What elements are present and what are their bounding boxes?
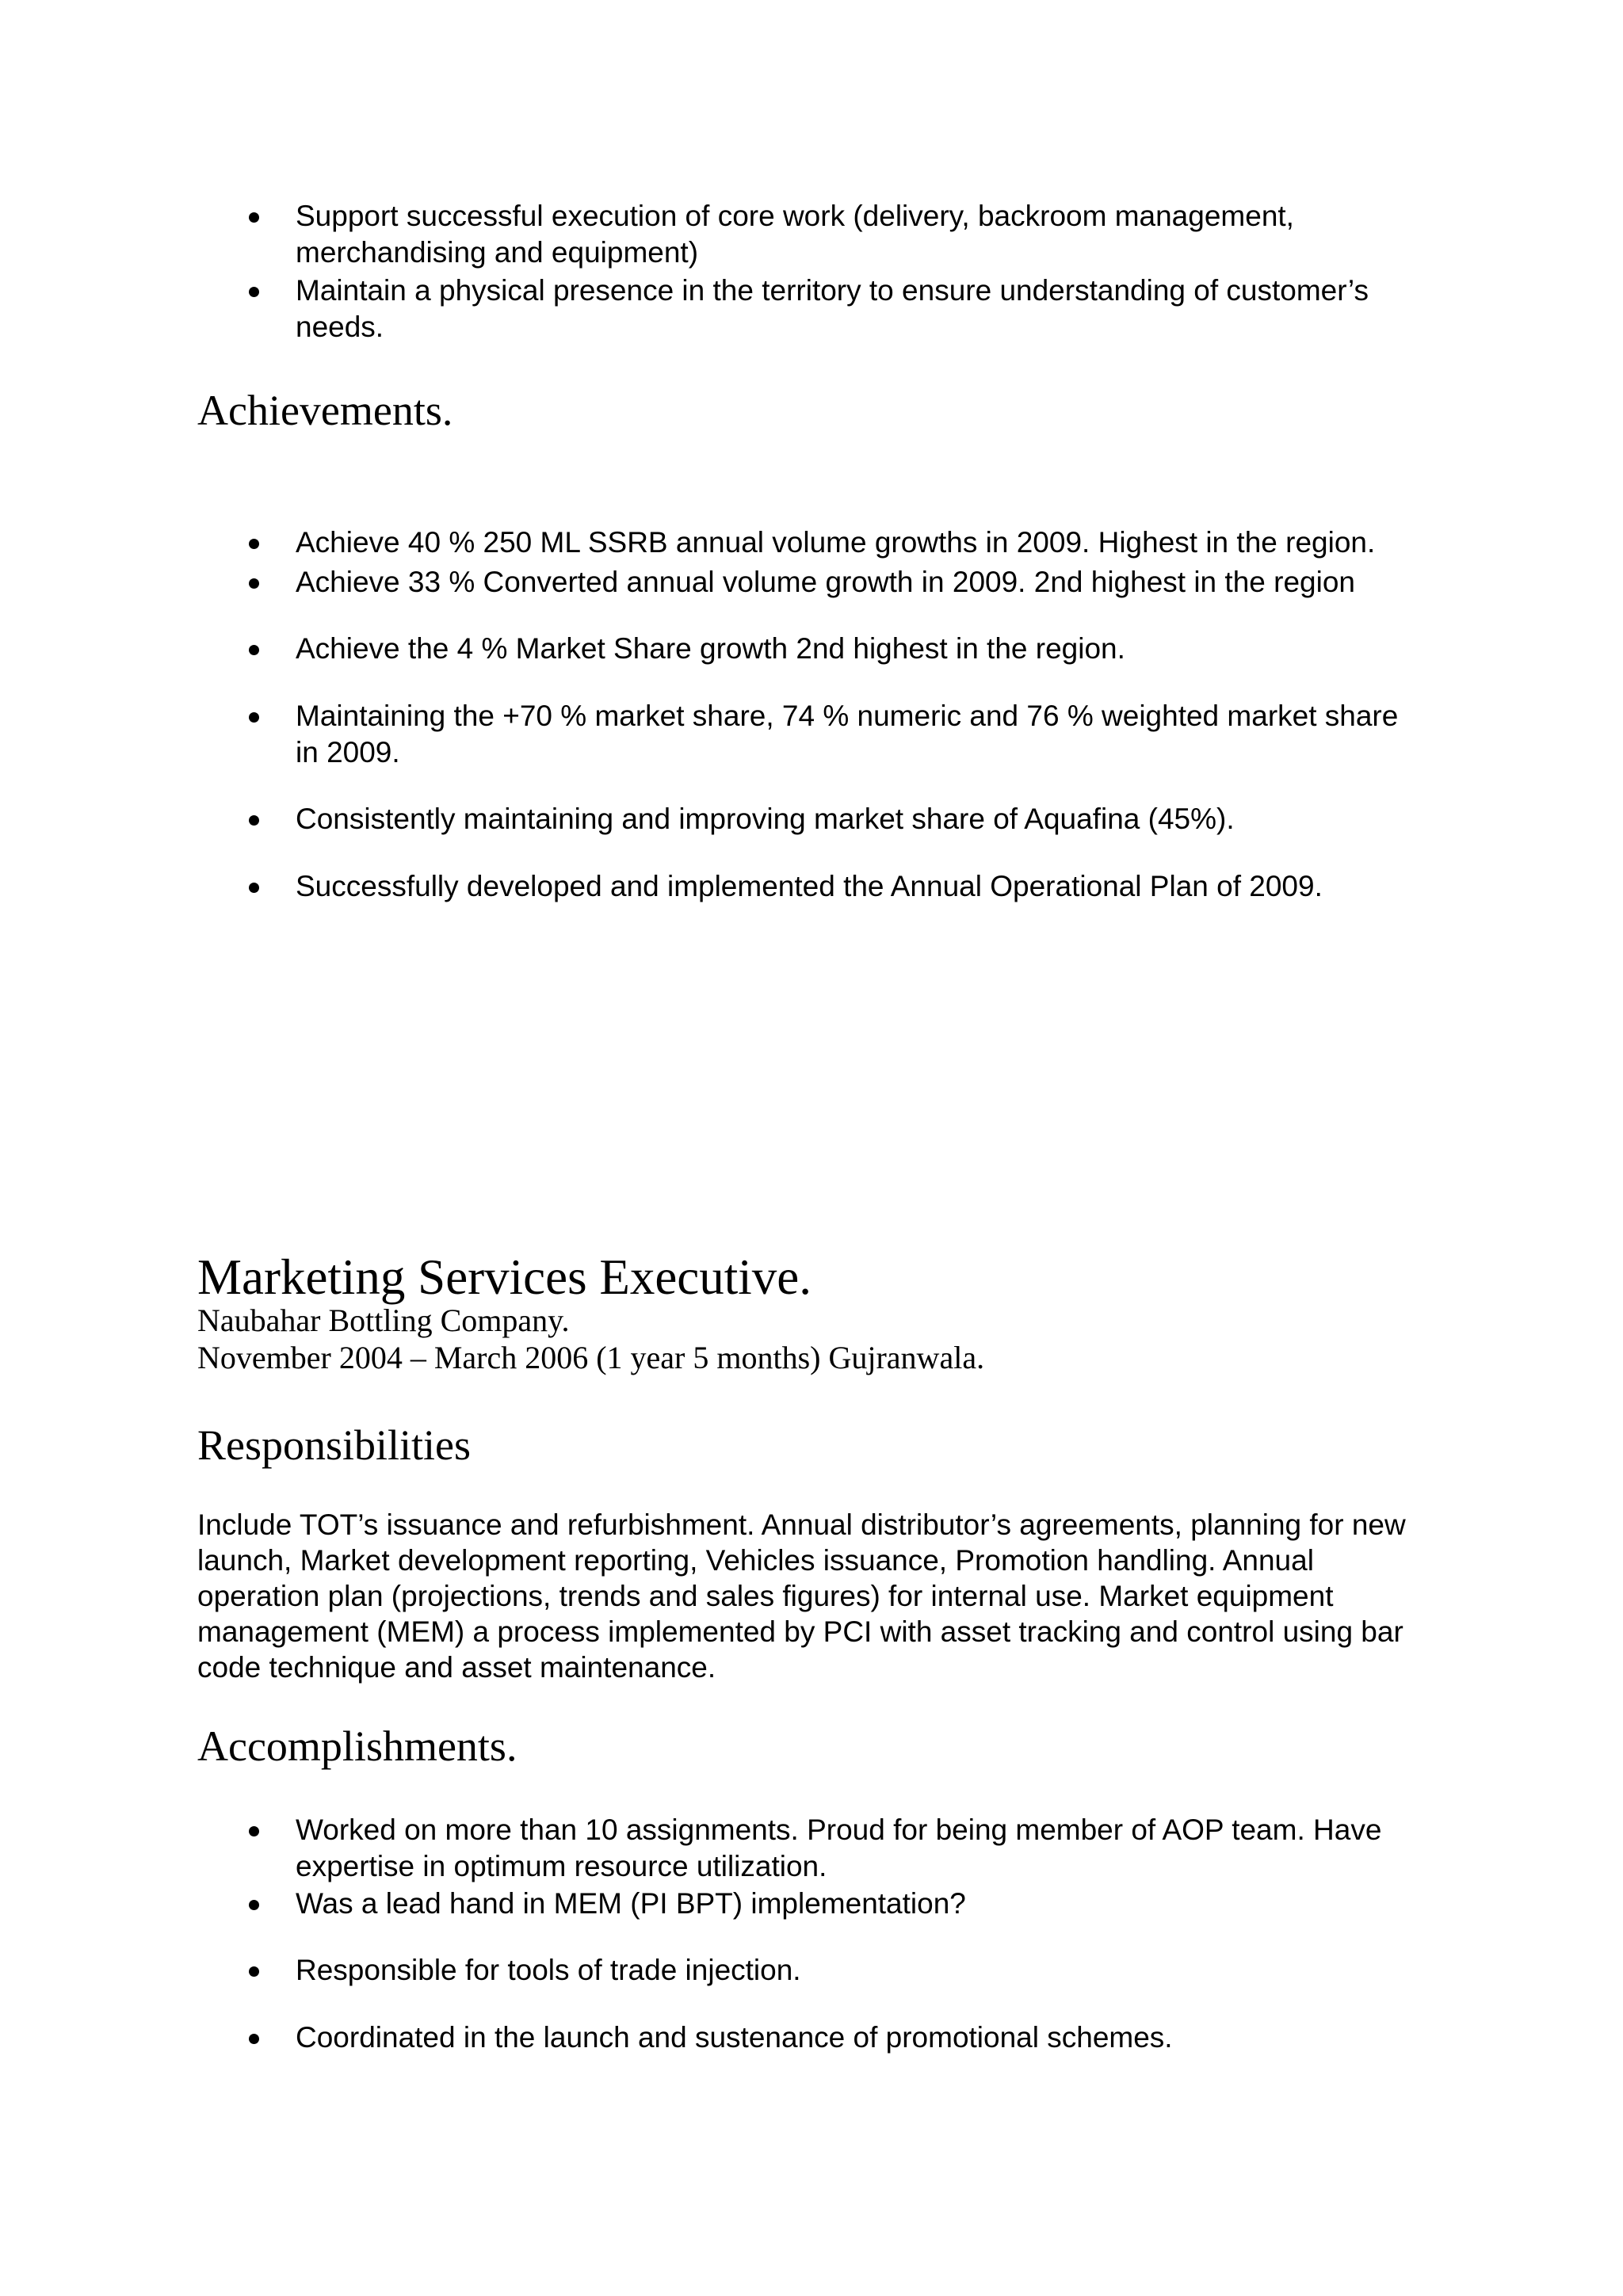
bullet-text: Worked on more than 10 assignments. Proud for being member of AOP team. Have expertise in optimum resource utilization. xyxy=(296,1814,1382,1882)
bullet-icon xyxy=(249,1900,259,1910)
bullet-text: Coordinated in the launch and sustenance of promotional schemes. xyxy=(296,2021,1173,2054)
bullet-icon xyxy=(249,815,259,826)
job-period: November 2004 – March 2006 (1 year 5 months) Gujranwala. xyxy=(197,1340,985,1375)
bullet-text: Maintaining the +70 % market share, 74 % numeric and 76 % weighted market share in 2009. xyxy=(296,700,1399,769)
bullet-text: Support successful execution of core work (delivery, backroom management, merchandising and equipment) xyxy=(296,200,1294,269)
bullet-icon xyxy=(249,645,259,655)
bullet-icon xyxy=(249,2034,259,2044)
bullet-text: Consistently maintaining and improving market share of Aquafina (45%). xyxy=(296,803,1235,835)
bullet-icon xyxy=(249,212,259,223)
job-title: Marketing Services Executive. xyxy=(197,1249,812,1305)
bullet-text: Achieve 33 % Converted annual volume growth in 2009. 2nd highest in the region xyxy=(296,566,1355,598)
bullet-icon xyxy=(249,1826,259,1836)
bullet-icon xyxy=(249,883,259,893)
achievements-heading: Achievements. xyxy=(197,387,453,434)
bullet-text: Was a lead hand in MEM (PI BPT) implementation? xyxy=(296,1887,966,1920)
bullet-text: Achieve 40 % 250 ML SSRB annual volume growths in 2009. Highest in the region. xyxy=(296,526,1376,559)
bullet-icon xyxy=(249,287,259,297)
bullet-icon xyxy=(249,1966,259,1977)
bullet-icon xyxy=(249,539,259,549)
bullet-text: Responsible for tools of trade injection. xyxy=(296,1954,801,1986)
bullet-text: Achieve the 4 % Market Share growth 2nd highest in the region. xyxy=(296,632,1125,665)
bullet-icon xyxy=(249,712,259,723)
bullet-icon xyxy=(249,578,259,589)
responsibilities-text: Include TOT’s issuance and refurbishment. Annual distributor’s agreements, planning for new launch, Market development reporting, Vehicles issuance, Promotion handling. Annual operation plan (projections, trends and sales figures) for internal use. Market equipment management (MEM) a process implemented by PCI with asset tracking and control using bar code technique and asset maintenance. xyxy=(197,1508,1406,1684)
bullet-text: Maintain a physical presence in the territory to ensure understanding of customer’s needs. xyxy=(296,274,1369,343)
accomplishments-heading: Accomplishments. xyxy=(197,1722,517,1770)
responsibilities-heading: Responsibilities xyxy=(197,1421,472,1469)
company-name: Naubahar Bottling Company. xyxy=(197,1302,570,1338)
bullet-text: Successfully developed and implemented the Annual Operational Plan of 2009. xyxy=(296,870,1323,902)
